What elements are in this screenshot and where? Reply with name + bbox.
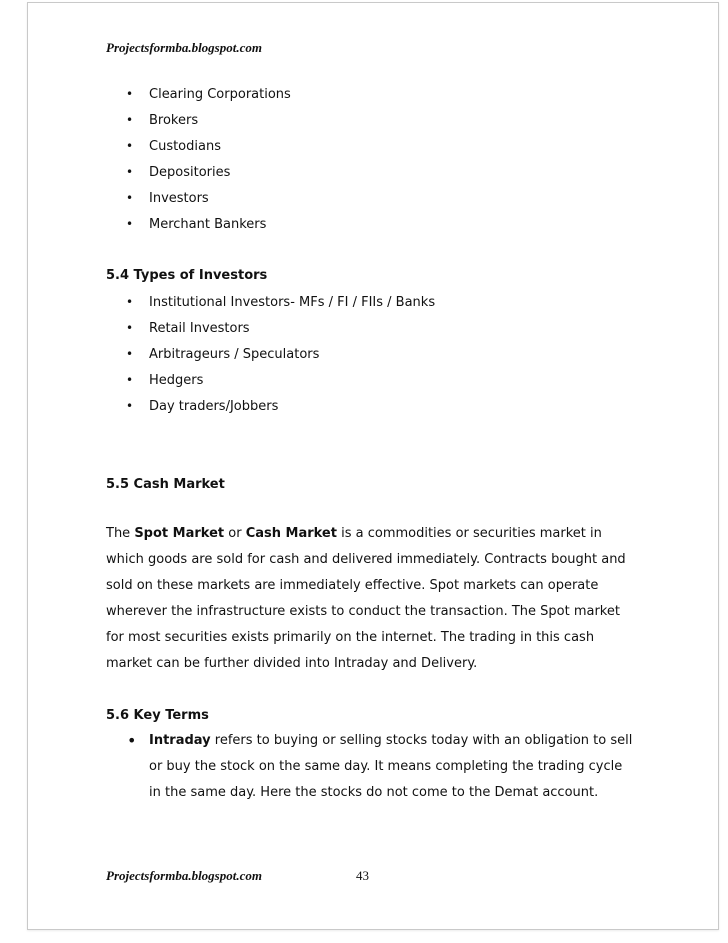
paragraph-line: sold on these markets are immediately effective. Spot markets can operate (106, 578, 599, 593)
bullet: • (126, 347, 134, 361)
page-header: Projectsformba.blogspot.com (106, 40, 262, 55)
intraday-term: Intraday (149, 733, 211, 748)
bullet: • (126, 87, 134, 101)
key-term-line: in the same day. Here the stocks do not come to the Demat account. (149, 785, 599, 800)
paragraph-line: The Spot Market or Cash Market is a commodities or securities market in (106, 526, 602, 541)
bullet: • (126, 139, 134, 153)
section-heading-types-of-investors: 5.4 Types of Investors (106, 268, 268, 283)
bullet: • (126, 217, 134, 231)
bullet: • (126, 295, 134, 309)
bullet: • (126, 373, 134, 387)
bullet: • (127, 731, 137, 750)
bullet: • (126, 321, 134, 335)
cash-market-term: Cash Market (245, 526, 337, 541)
bullet: • (126, 165, 134, 179)
section-heading-cash-market: 5.5 Cash Market (106, 477, 225, 492)
bullet: • (126, 113, 134, 127)
bullet: • (126, 191, 134, 205)
spot-market-term: Spot Market (134, 526, 225, 541)
page-footer: Projectsformba.blogspot.com (106, 868, 262, 883)
cash-market-paragraph (106, 521, 636, 677)
paragraph-line: for most securities exists primarily on the internet. The trading in this cash (106, 630, 595, 645)
bullet: • (126, 399, 134, 413)
key-term-line: Intraday refers to buying or selling stocks today with an obligation to sell (149, 733, 633, 748)
paragraph-line: wherever the infrastructure exists to conduct the transaction. The Spot market (106, 604, 620, 619)
paragraph-line: which goods are sold for cash and delivered immediately. Contracts bought and (106, 552, 626, 567)
paragraph-line: market can be further divided into Intraday and Delivery. (106, 656, 478, 671)
page-number: 43 (356, 868, 369, 883)
key-term-line: or buy the stock on the same day. It means completing the trading cycle (149, 759, 623, 774)
section-heading-key-terms: 5.6 Key Terms (106, 708, 209, 723)
